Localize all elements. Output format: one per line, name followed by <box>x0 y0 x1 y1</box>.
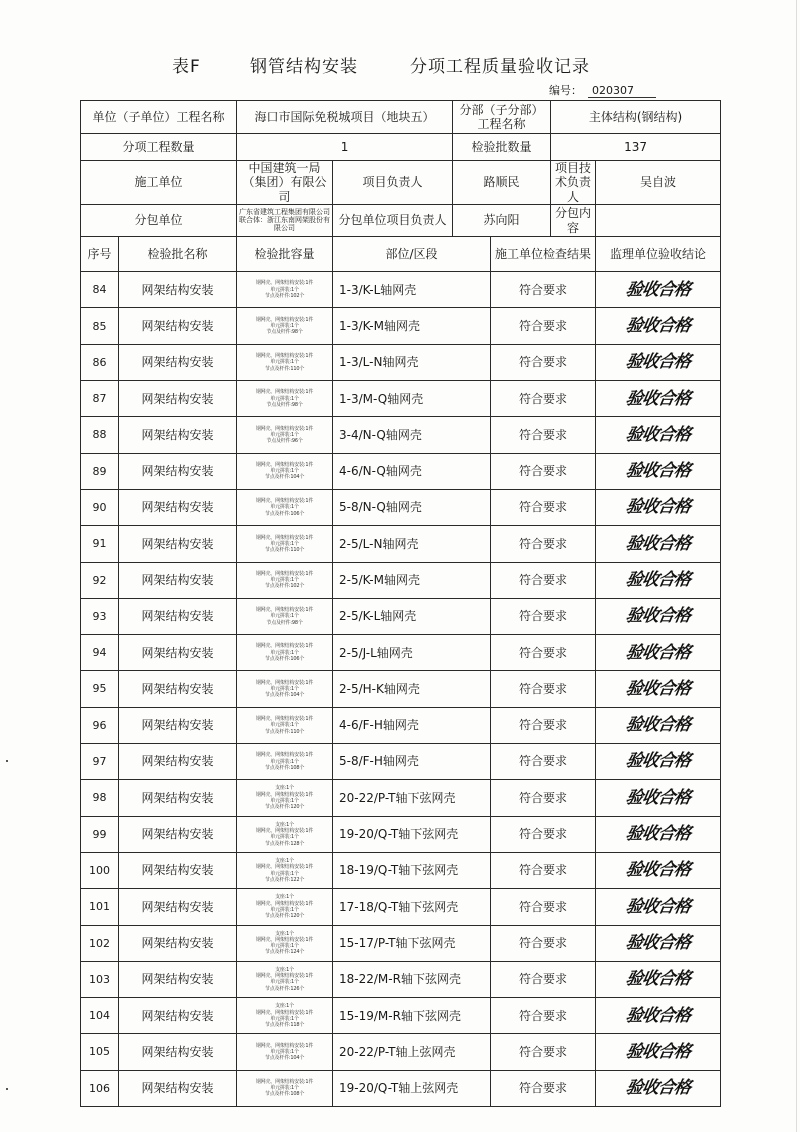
signature-mark: 验收合格 <box>624 1078 692 1099</box>
row-batch-name: 网架结构安装 <box>119 1070 237 1106</box>
table-label: 表F <box>172 57 201 77</box>
row-contractor-result: 符合要求 <box>491 453 596 489</box>
row-location: 5-8/F-H轴网壳 <box>333 744 491 780</box>
row-contractor-result: 符合要求 <box>491 961 596 997</box>
table-row <box>81 961 721 997</box>
row-batch-name: 网架结构安装 <box>119 998 237 1034</box>
row-batch-name: 网架结构安装 <box>119 744 237 780</box>
signature-mark: 验收合格 <box>624 570 692 590</box>
row-location: 15-19/M-R轴下弦网壳 <box>333 998 491 1034</box>
table-row <box>81 417 721 453</box>
table-row <box>81 598 721 634</box>
row-supervisor-result <box>596 635 721 671</box>
form-code <box>549 82 749 100</box>
row-batch-name: 网架结构安装 <box>119 417 237 453</box>
row-contractor-result: 符合要求 <box>491 816 596 852</box>
row-seq: 94 <box>81 635 119 671</box>
signature-mark: 验收合格 <box>624 388 692 409</box>
row-seq: 95 <box>81 671 119 707</box>
column-header-row <box>81 237 721 272</box>
pm-label: 项目负责人 <box>333 161 453 205</box>
subcontractor-value: 广东省建筑工程集团有限公司 联合体：浙江东南网架股份有限公司 <box>237 205 333 237</box>
sub-qty-label: 分项工程数量 <box>81 134 237 161</box>
row-contractor-result: 符合要求 <box>491 344 596 380</box>
row-location: 2-5/H-K轴网壳 <box>333 671 491 707</box>
unit-label: 单位（子单位）工程名称 <box>81 101 237 134</box>
table-row <box>81 744 721 780</box>
inspection-rows <box>81 272 721 1107</box>
row-supervisor-result <box>596 707 721 743</box>
table-row <box>81 925 721 961</box>
row-supervisor-result <box>596 1034 721 1070</box>
row-location: 20-22/P-T轴上弦网壳 <box>333 1034 491 1070</box>
row-seq: 101 <box>81 889 119 925</box>
row-contractor-result: 符合要求 <box>491 635 596 671</box>
signature-mark: 验收合格 <box>624 1041 692 1062</box>
table-row <box>81 998 721 1034</box>
info-row-qty <box>81 134 721 161</box>
row-supervisor-result <box>596 489 721 525</box>
signature-mark: 验收合格 <box>624 606 692 627</box>
sub-qty-value: 1 <box>237 134 453 161</box>
signature-mark: 验收合格 <box>624 352 692 373</box>
signature-mark: 验收合格 <box>624 860 692 881</box>
signature-mark: 验收合格 <box>624 642 692 663</box>
table-row <box>81 635 721 671</box>
row-seq: 98 <box>81 780 119 816</box>
tech-label: 项目技术负责人 <box>551 161 596 205</box>
row-batch-name: 网架结构安装 <box>119 852 237 888</box>
row-contractor-result: 符合要求 <box>491 1070 596 1106</box>
row-supervisor-result <box>596 562 721 598</box>
row-seq: 90 <box>81 489 119 525</box>
sub-content-label: 分包内容 <box>551 205 596 237</box>
row-seq: 91 <box>81 526 119 562</box>
row-contractor-result: 符合要求 <box>491 489 596 525</box>
row-location: 5-8/N-Q轴网壳 <box>333 489 491 525</box>
row-batch-name: 网架结构安装 <box>119 598 237 634</box>
info-row-subcontractor <box>81 205 721 237</box>
row-batch-name: 网架结构安装 <box>119 671 237 707</box>
title-main: 钢管结构安装 <box>250 57 358 77</box>
row-capacity: 支座:1个 钢网壳、网架结构安装:1件 单元拼装:1个 节点及杆件:128个 <box>237 816 333 852</box>
row-contractor-result: 符合要求 <box>491 308 596 344</box>
row-location: 1-3/K-L轴网壳 <box>333 272 491 308</box>
row-capacity: 钢网壳、网架结构安装:1件 单元拼装:1个 节点及杆件:110个 <box>237 526 333 562</box>
row-location: 4-6/N-Q轴网壳 <box>333 453 491 489</box>
row-supervisor-result <box>596 671 721 707</box>
signature-mark: 验收合格 <box>624 787 692 808</box>
signature-mark: 验收合格 <box>624 678 692 699</box>
row-location: 1-3/L-N轴网壳 <box>333 344 491 380</box>
row-supervisor-result <box>596 453 721 489</box>
row-seq: 86 <box>81 344 119 380</box>
signature-mark: 验收合格 <box>624 715 692 736</box>
table-row <box>81 272 721 308</box>
signature-mark: 验收合格 <box>624 533 692 554</box>
signature-mark: 验收合格 <box>624 1005 692 1026</box>
col-seq: 序号 <box>81 237 119 272</box>
row-capacity: 支座:1个 钢网壳、网架结构安装:1件 单元拼装:1个 节点及杆件:122个 <box>237 852 333 888</box>
row-supervisor-result <box>596 852 721 888</box>
division-value: 主体结构(钢结构) <box>551 101 721 134</box>
row-capacity: 钢网壳、网架结构安装:1件 单元拼装:1个 节点及杆件:108个 <box>237 744 333 780</box>
unit-value: 海口市国际免税城项目（地块五） <box>237 101 453 134</box>
row-capacity: 钢网壳、网架结构安装:1件 单元拼装:1个 节点及杆件:106个 <box>237 489 333 525</box>
table-row <box>81 344 721 380</box>
form-title <box>0 52 800 78</box>
row-contractor-result: 符合要求 <box>491 889 596 925</box>
row-supervisor-result <box>596 344 721 380</box>
signature-mark: 验收合格 <box>624 461 692 482</box>
row-capacity: 钢网壳、网架结构安装:1件 单元拼装:1个 节点及杆件:110个 <box>237 707 333 743</box>
signature-mark: 验收合格 <box>624 424 692 445</box>
row-capacity: 钢网壳、网架结构安装:1件 单元拼装:1个 节点及杆件:98个 <box>237 381 333 417</box>
row-supervisor-result <box>596 381 721 417</box>
table-row <box>81 816 721 852</box>
row-supervisor-result <box>596 417 721 453</box>
table-row <box>81 889 721 925</box>
row-supervisor-result <box>596 998 721 1034</box>
table-row <box>81 707 721 743</box>
row-capacity: 支座:1个 钢网壳、网架结构安装:1件 单元拼装:1个 节点及杆件:120个 <box>237 780 333 816</box>
row-contractor-result: 符合要求 <box>491 1034 596 1070</box>
row-seq: 85 <box>81 308 119 344</box>
row-batch-name: 网架结构安装 <box>119 526 237 562</box>
row-location: 4-6/F-H轴网壳 <box>333 707 491 743</box>
row-capacity: 钢网壳、网架结构安装:1件 单元拼装:1个 节点及杆件:104个 <box>237 453 333 489</box>
signature-mark: 验收合格 <box>624 315 692 336</box>
row-location: 19-20/Q-T轴上弦网壳 <box>333 1070 491 1106</box>
row-seq: 104 <box>81 998 119 1034</box>
row-batch-name: 网架结构安装 <box>119 925 237 961</box>
row-location: 18-22/M-R轴下弦网壳 <box>333 961 491 997</box>
row-supervisor-result <box>596 961 721 997</box>
row-supervisor-result <box>596 526 721 562</box>
col-location: 部位/区段 <box>333 237 491 272</box>
row-location: 2-5/J-L轴网壳 <box>333 635 491 671</box>
pm-value: 路顺民 <box>453 161 551 205</box>
row-contractor-result: 符合要求 <box>491 780 596 816</box>
row-capacity: 钢网壳、网架结构安装:1件 单元拼装:1个 节点及杆件:104个 <box>237 671 333 707</box>
row-contractor-result: 符合要求 <box>491 707 596 743</box>
row-supervisor-result <box>596 272 721 308</box>
inspection-table <box>80 100 721 1107</box>
row-supervisor-result <box>596 1070 721 1106</box>
row-location: 2-5/L-N轴网壳 <box>333 526 491 562</box>
row-batch-name: 网架结构安装 <box>119 381 237 417</box>
row-capacity: 钢网壳、网架结构安装:1件 单元拼装:1个 节点及杆件:110个 <box>237 344 333 380</box>
row-batch-name: 网架结构安装 <box>119 562 237 598</box>
row-contractor-result: 符合要求 <box>491 852 596 888</box>
row-capacity: 支座:1个 钢网壳、网架结构安装:1件 单元拼装:1个 节点及杆件:118个 <box>237 998 333 1034</box>
contractor-label: 施工单位 <box>81 161 237 205</box>
row-seq: 96 <box>81 707 119 743</box>
code-label: 编号： <box>549 84 582 97</box>
signature-mark: 验收合格 <box>624 932 692 953</box>
row-batch-name: 网架结构安装 <box>119 453 237 489</box>
row-seq: 89 <box>81 453 119 489</box>
signature-mark: 验收合格 <box>624 279 692 300</box>
signature-mark: 验收合格 <box>624 497 692 518</box>
row-location: 19-20/Q-T轴下弦网壳 <box>333 816 491 852</box>
row-contractor-result: 符合要求 <box>491 671 596 707</box>
table-row <box>81 671 721 707</box>
table-row <box>81 489 721 525</box>
batch-qty-label: 检验批数量 <box>453 134 551 161</box>
sub-pm-value: 苏向阳 <box>453 205 551 237</box>
row-batch-name: 网架结构安装 <box>119 780 237 816</box>
row-capacity: 钢网壳、网架结构安装:1件 单元拼装:1个 节点及杆件:98个 <box>237 308 333 344</box>
row-capacity: 钢网壳、网架结构安装:1件 单元拼装:1个 节点及杆件:102个 <box>237 562 333 598</box>
row-contractor-result: 符合要求 <box>491 272 596 308</box>
row-seq: 102 <box>81 925 119 961</box>
col-supervisor-result: 监理单位验收结论 <box>596 237 721 272</box>
row-batch-name: 网架结构安装 <box>119 1034 237 1070</box>
table-row <box>81 1070 721 1106</box>
scan-artifact <box>6 1088 8 1090</box>
row-batch-name: 网架结构安装 <box>119 889 237 925</box>
row-contractor-result: 符合要求 <box>491 381 596 417</box>
signature-mark: 验收合格 <box>624 824 692 845</box>
row-seq: 105 <box>81 1034 119 1070</box>
row-seq: 88 <box>81 417 119 453</box>
row-capacity: 钢网壳、网架结构安装:1件 单元拼装:1个 节点及杆件:98个 <box>237 598 333 634</box>
row-supervisor-result <box>596 780 721 816</box>
row-supervisor-result <box>596 308 721 344</box>
tech-value: 吴自波 <box>596 161 721 205</box>
row-contractor-result: 符合要求 <box>491 744 596 780</box>
batch-qty-value: 137 <box>551 134 721 161</box>
row-location: 15-17/P-T轴下弦网壳 <box>333 925 491 961</box>
row-location: 1-3/K-M轴网壳 <box>333 308 491 344</box>
row-capacity: 钢网壳、网架结构安装:1件 单元拼装:1个 节点及杆件:108个 <box>237 1070 333 1106</box>
row-contractor-result: 符合要求 <box>491 598 596 634</box>
row-location: 18-19/Q-T轴下弦网壳 <box>333 852 491 888</box>
row-contractor-result: 符合要求 <box>491 526 596 562</box>
row-seq: 106 <box>81 1070 119 1106</box>
division-label: 分部（子分部）工程名称 <box>453 101 551 134</box>
sub-content-value <box>596 205 721 237</box>
row-batch-name: 网架结构安装 <box>119 961 237 997</box>
row-batch-name: 网架结构安装 <box>119 272 237 308</box>
code-value: 020307 <box>588 84 656 98</box>
scan-edge <box>796 0 797 1132</box>
row-location: 2-5/K-M轴网壳 <box>333 562 491 598</box>
row-seq: 84 <box>81 272 119 308</box>
row-seq: 97 <box>81 744 119 780</box>
row-capacity: 钢网壳、网架结构安装:1件 单元拼装:1个 节点及杆件:102个 <box>237 272 333 308</box>
row-seq: 92 <box>81 562 119 598</box>
row-contractor-result: 符合要求 <box>491 925 596 961</box>
row-seq: 103 <box>81 961 119 997</box>
col-capacity: 检验批容量 <box>237 237 333 272</box>
row-batch-name: 网架结构安装 <box>119 816 237 852</box>
row-seq: 100 <box>81 852 119 888</box>
signature-mark: 验收合格 <box>624 751 692 772</box>
row-capacity: 支座:1个 钢网壳、网架结构安装:1件 单元拼装:1个 节点及杆件:124个 <box>237 925 333 961</box>
row-seq: 87 <box>81 381 119 417</box>
table-row <box>81 453 721 489</box>
row-batch-name: 网架结构安装 <box>119 635 237 671</box>
row-capacity: 钢网壳、网架结构安装:1件 单元拼装:1个 节点及杆件:104个 <box>237 1034 333 1070</box>
table-row <box>81 381 721 417</box>
row-contractor-result: 符合要求 <box>491 998 596 1034</box>
row-contractor-result: 符合要求 <box>491 417 596 453</box>
col-contractor-result: 施工单位检查结果 <box>491 237 596 272</box>
row-location: 1-3/M-Q轴网壳 <box>333 381 491 417</box>
row-capacity: 支座:1个 钢网壳、网架结构安装:1件 单元拼装:1个 节点及杆件:126个 <box>237 961 333 997</box>
row-supervisor-result <box>596 925 721 961</box>
row-seq: 99 <box>81 816 119 852</box>
info-row-contractor <box>81 161 721 205</box>
row-location: 3-4/N-Q轴网壳 <box>333 417 491 453</box>
row-supervisor-result <box>596 744 721 780</box>
contractor-value: 中国建筑一局（集团）有限公司 <box>237 161 333 205</box>
row-location: 17-18/Q-T轴下弦网壳 <box>333 889 491 925</box>
table-row <box>81 852 721 888</box>
row-capacity: 钢网壳、网架结构安装:1件 单元拼装:1个 节点及杆件:106个 <box>237 635 333 671</box>
row-seq: 93 <box>81 598 119 634</box>
row-capacity: 钢网壳、网架结构安装:1件 单元拼装:1个 节点及杆件:96个 <box>237 417 333 453</box>
table-row <box>81 780 721 816</box>
row-capacity: 支座:1个 钢网壳、网架结构安装:1件 单元拼装:1个 节点及杆件:120个 <box>237 889 333 925</box>
col-batch-name: 检验批名称 <box>119 237 237 272</box>
signature-mark: 验收合格 <box>624 896 692 917</box>
row-supervisor-result <box>596 598 721 634</box>
table-row <box>81 308 721 344</box>
table-row <box>81 526 721 562</box>
row-location: 20-22/P-T轴下弦网壳 <box>333 780 491 816</box>
subcontractor-label: 分包单位 <box>81 205 237 237</box>
table-row <box>81 562 721 598</box>
row-contractor-result: 符合要求 <box>491 562 596 598</box>
row-location: 2-5/K-L轴网壳 <box>333 598 491 634</box>
title-sub: 分项工程质量验收记录 <box>410 57 590 77</box>
row-supervisor-result <box>596 889 721 925</box>
row-batch-name: 网架结构安装 <box>119 344 237 380</box>
sub-pm-label: 分包单位项目负责人 <box>333 205 453 237</box>
info-row-unit <box>81 101 721 134</box>
signature-mark: 验收合格 <box>624 969 692 990</box>
scan-artifact <box>6 760 8 762</box>
row-batch-name: 网架结构安装 <box>119 308 237 344</box>
row-batch-name: 网架结构安装 <box>119 489 237 525</box>
row-supervisor-result <box>596 816 721 852</box>
row-batch-name: 网架结构安装 <box>119 707 237 743</box>
table-row <box>81 1034 721 1070</box>
